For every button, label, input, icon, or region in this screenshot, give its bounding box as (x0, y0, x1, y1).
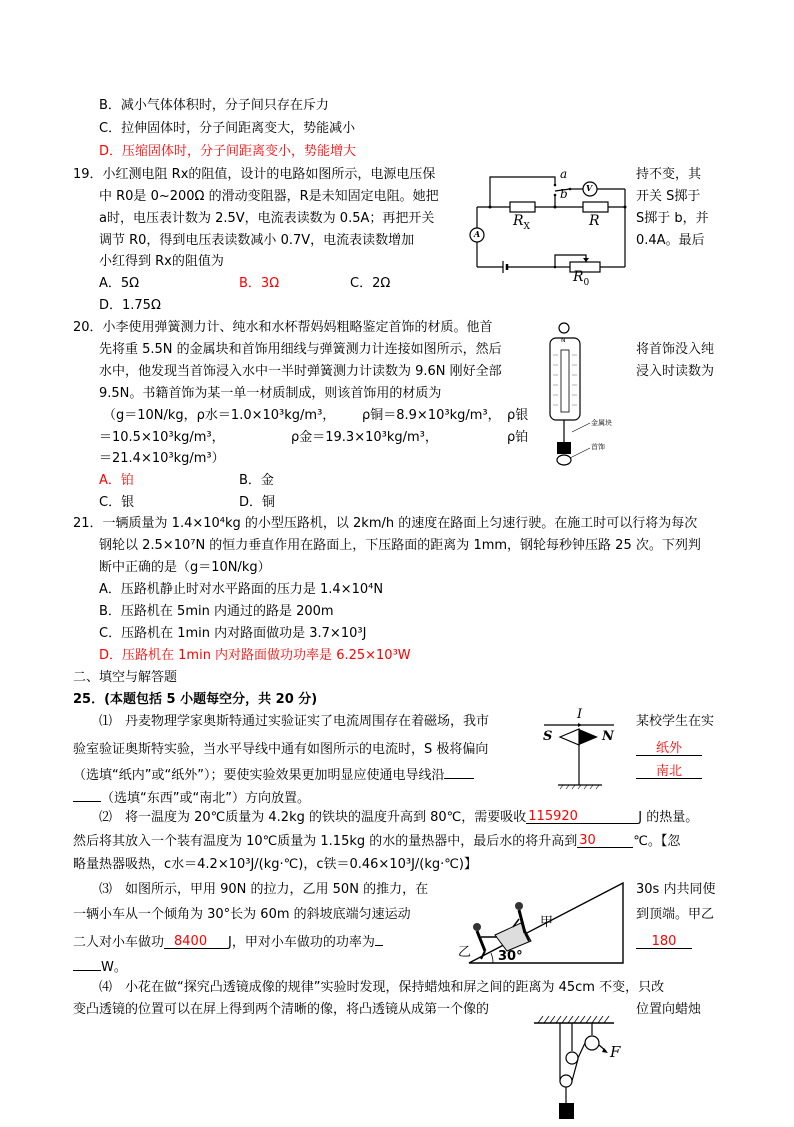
pole-label-s: S (543, 729, 553, 744)
q25-p3-answer1-field[interactable] (164, 933, 228, 949)
q20-line4: 9.5N。书籍首饰为某一单一材质制成，则该首饰用的材质为 (99, 386, 442, 401)
q25-p1-answer2: 南北 (655, 764, 682, 779)
q21-option-a: A．压路机静止时对水平路面的压力是 1.4×10⁴N (99, 582, 384, 597)
q25-p3-line2: 一辆小车从一个倾角为 30°长为 60m 的斜坡底端匀速运动 (73, 907, 411, 922)
q25-p1-line3: （选填“纸内”或“纸外”）；要使实验效果更加明显应使通电导线沿 (73, 763, 474, 783)
angle-label: 30° (498, 949, 523, 964)
q19-option-b-answer: B．3Ω (239, 276, 280, 291)
q21-option-b: B．压路机在 5min 内通过的路是 200m (99, 604, 334, 619)
q21-line2: 钢轮以 2.5×10⁷N 的恒力垂直作用在路面上，下压路面的距离为 1mm，钢轮每秒钟压路 25 次。下列判 (99, 538, 701, 553)
q25-p1-answer1-field[interactable] (636, 740, 702, 760)
q25-p3-answer1: 8400 (174, 934, 208, 949)
q25-p1-answer2-field[interactable] (636, 763, 702, 783)
q19-line2-right: 开关 S掷于 (636, 189, 701, 204)
q25-header: 25．(本题包括 5 小题每空分，共 20 分) (73, 692, 318, 707)
q25-p3-line3: 二人对小车做功 8400 J，甲对小车做功的功率为 (73, 930, 383, 950)
q20-option-a-answer: A．铂 (99, 473, 134, 488)
q19-option-d: D．1.75Ω (99, 298, 161, 313)
q20-line2: 先将重 5.5N 的金属块和首饰用细线与弹簧测力计连接如图所示，然后 (99, 342, 502, 357)
q25-p4-line2: 变凸透镜的位置可以在屏上得到两个清晰的像，将凸透镜从成第一个像的 (73, 1002, 490, 1017)
q25-p1-line4: （选填“东西”或“南北”）方向放置。 (73, 786, 310, 806)
q25-p2-answer1-field[interactable] (526, 808, 638, 824)
q20-line3: 水中，他发现当首饰浸入水中一半时弹簧测力计读数为 9.6N 刚好全部 (99, 364, 502, 379)
q20-line6-mid: ρ金＝19.3×10³kg/m³， (291, 430, 438, 445)
q19-line2: 中 R0是 0~200Ω 的滑动变阻器，R是未知固定电阻。她把 (99, 189, 439, 204)
q19-line3-right: S掷于 b，并 (636, 211, 709, 226)
q19-line3: a时，电压表计数为 2.5V，电流表读数为 0.5A；再把开关 (99, 211, 435, 226)
section-title: 二、填空与解答题 (73, 670, 178, 685)
q25-p3-line1: ⑶ 如图所示，甲用 90N 的拉力，乙用 50N 的推力，在 (99, 882, 429, 897)
force-label-f: F (610, 1043, 621, 1061)
q25-p3-line2-right: 到顶端。甲乙 (636, 907, 715, 922)
q20-line5-right: ρ银 (507, 408, 529, 423)
q25-p3-line4: W。 (73, 955, 127, 975)
jewelry-label: 首饰 (591, 443, 605, 451)
ammeter-icon: A (474, 229, 481, 239)
switch-label-a: a (560, 167, 568, 181)
q18-option-d-answer: D．压缩固体时，分子间距离变小，势能增大 (99, 144, 357, 159)
q19-option-c: C．2Ω (350, 276, 391, 291)
q25-p2-answer2: 30 (579, 833, 596, 848)
q25-p3-blank-b[interactable] (73, 955, 101, 971)
circuit-diagram (465, 165, 635, 288)
q25-p1-line1-right: 某校学生在实 (636, 714, 715, 729)
q21-option-d-answer: D．压路机在 1min 内对路面做功功率是 6.25×10³W (99, 648, 411, 663)
q20-line2-right: 将首饰没入纯 (636, 342, 715, 357)
q25-p1-line1: ⑴ 丹麦物理学家奥斯特通过实验证实了电流周围存在着磁场，我市 (99, 714, 490, 729)
q25-p4-line2-right: 位置向蜡烛 (636, 1002, 702, 1017)
voltmeter-icon: V (586, 183, 593, 193)
q20-line1: 20．小李使用弹簧测力计、纯水和水杯帮妈妈粗略鉴定首饰的材质。他首 (73, 320, 493, 335)
q20-line5: （g＝10N/kg，ρ水＝1.0×10³kg/m³， (103, 408, 336, 423)
scale-unit-label: N (561, 337, 566, 344)
q19-line5: 小红得到 Rx的阻值为 (99, 254, 224, 269)
pole-label-n: N (602, 729, 614, 744)
q25-p1-blank-a[interactable] (444, 763, 474, 779)
q20-option-d: D．铜 (239, 495, 276, 510)
q25-p2-line2: 然后将其放入一个装有温度为 10℃质量为 1.15kg 的水的量热器中，最后水的将升高到 30 ℃。【忽 (73, 833, 681, 849)
q20-line5-mid: ρ铜＝8.9×10³kg/m³， (362, 408, 501, 423)
q20-line7: ＝21.4×10³kg/m³） (99, 451, 225, 466)
person-jia-label: 甲 (540, 915, 554, 930)
q25-p3-line1-right: 30s 内共同使 (636, 882, 716, 897)
q18-option-b: B．减小气体体积时，分子间只存在斥力 (99, 98, 329, 113)
q25-p1-line2: 验室验证奥斯特实验，当水平导线中通有如图所示的电流时，S 极将偏向 (73, 742, 489, 757)
q25-p2-answer2-field[interactable] (577, 832, 633, 848)
q25-p3-answer2-field[interactable] (636, 933, 692, 953)
spring-scale-figure (540, 320, 630, 470)
incline-cart-figure (455, 875, 625, 970)
q19-line1: 19．小红测电阻 Rx的阻值，设计的电路如图所示，电源电压保 (73, 167, 436, 182)
oersted-compass-figure (540, 705, 630, 790)
metal-block-label: 金属块 (591, 419, 612, 427)
q20-line6: ＝10.5×10³kg/m³， (99, 430, 225, 445)
q19-option-a: A．5Ω (99, 276, 140, 291)
q20-line6-right: ρ铂 (507, 430, 529, 445)
q25-p2-answer1: 115920 (528, 809, 578, 824)
q19-line4: 调节 R0，得到电压表读数减小 0.7V，电流表读数增加 (99, 233, 415, 248)
resistor-r-label: R (589, 213, 600, 229)
q21-line1: 21．一辆质量为 1.4×10⁴kg 的小型压路机，以 2km/h 的速度在路面上匀速行驶。在施工时可以行将为每次 (73, 516, 698, 531)
q21-option-c: C．压路机在 1min 内对路面做功是 3.7×10³J (99, 626, 367, 641)
switch-label-b: b (560, 187, 568, 201)
q25-p3-answer2: 180 (651, 934, 677, 949)
resistor-rx-label: $R_X$ (513, 213, 530, 232)
q25-p4-line1: ⑷ 小花在做“探究凸透镜成像的规律”实验时发现，保持蜡烛和屏之间的距离为 45cm 不变，只改 (99, 980, 665, 995)
current-label-i: I (577, 707, 583, 722)
q25-p2-line1: ⑵ 将一温度为 20℃质量为 4.2kg 的铁块的温度升高到 80℃，需要吸收 115920 J 的热量。 (99, 809, 699, 825)
q25-p1-blank-b[interactable] (73, 786, 101, 802)
q20-option-c: C．银 (99, 495, 135, 510)
q19-line1-right: 持不变，其 (636, 167, 702, 182)
pulley-system-figure (530, 1013, 640, 1123)
q21-line3: 断中正确的是（g＝10N/kg） (99, 560, 271, 575)
q20-option-b: B．金 (239, 473, 274, 488)
q25-p1-answer1: 纸外 (655, 741, 682, 756)
q25-p3-blank-tail (375, 930, 383, 946)
q25-p2-line3: 略量热器吸热，c水＝4.2×10³J/(kg·℃)，c铁＝0.46×10³J/(kg·℃)】 (73, 857, 477, 872)
rheostat-r0-label: $R_0$ (573, 269, 590, 288)
q19-line4-right: 0.4A。最后 (636, 233, 705, 248)
q20-line3-right: 浸入时读数为 (636, 364, 715, 379)
q18-option-c: C．拉伸固体时，分子间距离变大，势能减小 (99, 121, 356, 136)
person-yi-label: 乙 (458, 945, 472, 960)
